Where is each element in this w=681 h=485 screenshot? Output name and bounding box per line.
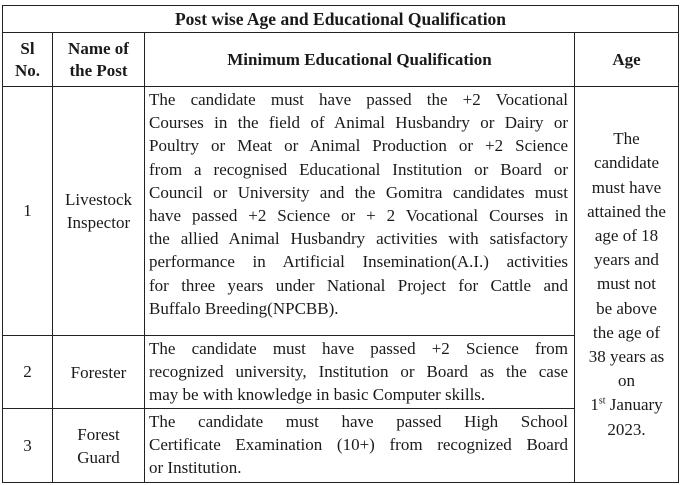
qualification-line: recognized university, Institution or Board as the case [149, 362, 568, 382]
post-line2: Guard [77, 447, 120, 467]
age-line: years and [594, 250, 659, 270]
age-line: candidate [593, 153, 660, 173]
qualification-line: Buffalo Breeding(NPCBB). [149, 298, 339, 318]
age-line: must not [596, 274, 657, 294]
qualification-line: have passed +2 Science or + 2 Vocational Courses in [149, 206, 568, 226]
age-date-rest: January [605, 395, 663, 415]
qualification-line: performance in Artificial Insemination(A.I.) activities [149, 252, 568, 272]
qualification-line: the allied Animal Husbandry activities with satisfactory [149, 229, 568, 249]
age-line: be above [596, 298, 657, 318]
qualification-line: The candidate must have passed the +2 Vocational [149, 90, 568, 109]
age-requirement [575, 87, 679, 483]
header-post-line1: Name of [68, 38, 129, 58]
header-row [3, 33, 679, 87]
qualification-line: for three years under National Project for Cattle and [149, 275, 568, 295]
header-post-name [53, 33, 145, 87]
qualification-line: The candidate must have passed High School [149, 412, 568, 431]
age-date-day: 1 [590, 395, 599, 415]
post-line1: Livestock [64, 190, 133, 209]
row-sl: 1 [3, 87, 53, 336]
age-line: attained the [587, 201, 666, 221]
row-qualification [145, 409, 575, 483]
row-post-name [53, 409, 145, 483]
table-title: Post wise Age and Educational Qualification [3, 6, 679, 33]
age-date [575, 393, 678, 417]
qualification-line: from a recognised Educational Institution or Board or [149, 159, 568, 179]
age-line: 38 years as [588, 347, 665, 366]
age-line: age of 18 [594, 225, 659, 245]
qualification-line: may be with knowledge in basic Computer skills. [149, 385, 486, 405]
age-line: The [613, 129, 640, 149]
header-age: Age [575, 33, 679, 87]
qualification-line: Council or University and the Gomitra candidates must [149, 182, 568, 202]
qualification-line: Certificate Examination (10+) from recognized Board [149, 435, 568, 455]
header-post-line2: the Post [69, 60, 128, 80]
row-qualification [145, 87, 575, 336]
row-post-name [53, 87, 145, 336]
age-year: 2023. [607, 419, 646, 439]
header-sl-no [3, 33, 53, 87]
header-qualification: Minimum Educational Qualification [145, 33, 575, 87]
post-line1: Forester [70, 362, 127, 382]
row-qualification [145, 336, 575, 409]
age-line: on [618, 371, 635, 391]
qualification-line: Poultry or Meat or Animal Production or +2 Science [149, 136, 568, 156]
post-line1: Forest [77, 424, 120, 444]
age-date-suffix: st [598, 395, 606, 407]
qualification-table [2, 5, 679, 483]
table-row [3, 87, 679, 336]
header-sl-line2: No. [14, 60, 41, 80]
qualification-line: Courses in the field of Animal Husbandry or Dairy or [149, 113, 568, 133]
age-line: the age of [592, 322, 661, 342]
row-post-name [53, 336, 145, 409]
qualification-line: or Institution. [149, 458, 242, 478]
row-sl: 3 [3, 409, 53, 483]
age-line: must have [591, 177, 662, 197]
row-sl: 2 [3, 336, 53, 409]
qualification-line: The candidate must have passed +2 Science from [149, 339, 568, 358]
header-sl-line1: Sl [20, 38, 35, 58]
post-line2: Inspector [66, 213, 131, 232]
